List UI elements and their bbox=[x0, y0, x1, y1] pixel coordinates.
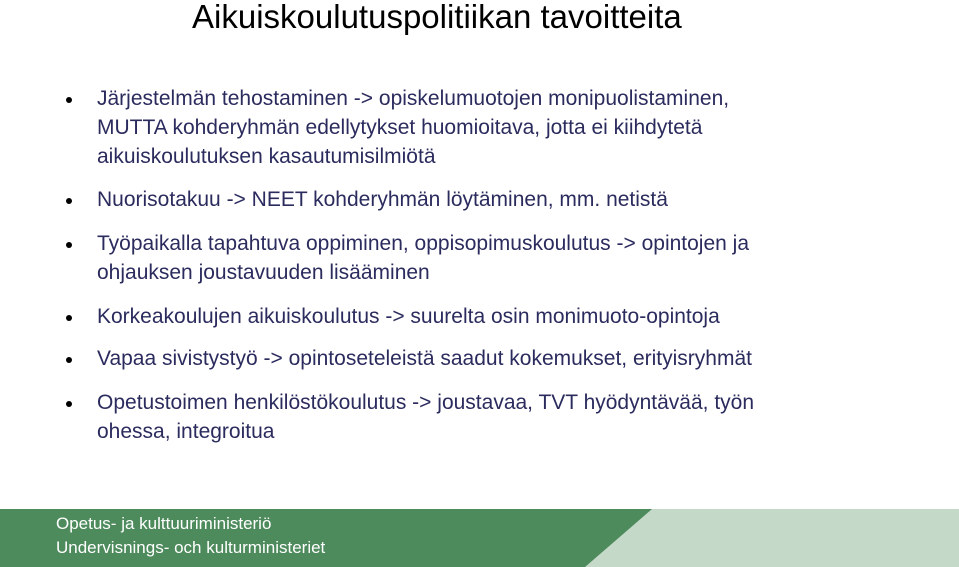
ministry-name-swedish: Undervisnings- och kulturministeriet bbox=[56, 538, 326, 557]
slide-title: Aikuiskoulutuspolitiikan tavoitteita bbox=[192, 0, 682, 35]
bullet-dot-icon bbox=[66, 401, 72, 407]
bullet-text: Opetustoimen henkilöstökoulutus -> joustavaa, TVT hyödyntävää, työn ohessa, integroitua bbox=[97, 391, 755, 443]
bullet-text: Korkeakoulujen aikuiskoulutus -> suurelta osin monimuoto-opintoja bbox=[97, 305, 720, 328]
bullet-text: Järjestelmän tehostaminen -> opiskelumuotojen monipuolistaminen, MUTTA kohderyhmän edellytykset huomioitava, jotta ei kiihdytetä aikuiskoulutuksen kasautumisilmiötä bbox=[97, 87, 730, 168]
ministry-footer bbox=[0, 509, 959, 567]
bullet-dot-icon bbox=[66, 97, 72, 103]
bullet-text: Työpaikalla tapahtuva oppiminen, oppisopimuskoulutus -> opintojen ja ohjauksen joustavuuden lisääminen bbox=[97, 232, 750, 284]
bullet-text: Nuorisotakuu -> NEET kohderyhmän löytäminen, mm. netistä bbox=[97, 188, 668, 211]
ministry-name-finnish: Opetus- ja kulttuuriministeriö bbox=[56, 514, 272, 533]
bullet-dot-icon bbox=[66, 315, 72, 321]
bullet-dot-icon bbox=[66, 198, 72, 204]
bullet-dot-icon bbox=[66, 357, 72, 363]
bullet-text: Vapaa sivistystyö -> opintoseteleistä saadut kokemukset, erityisryhmät bbox=[97, 347, 752, 370]
bullet-dot-icon bbox=[66, 242, 72, 248]
